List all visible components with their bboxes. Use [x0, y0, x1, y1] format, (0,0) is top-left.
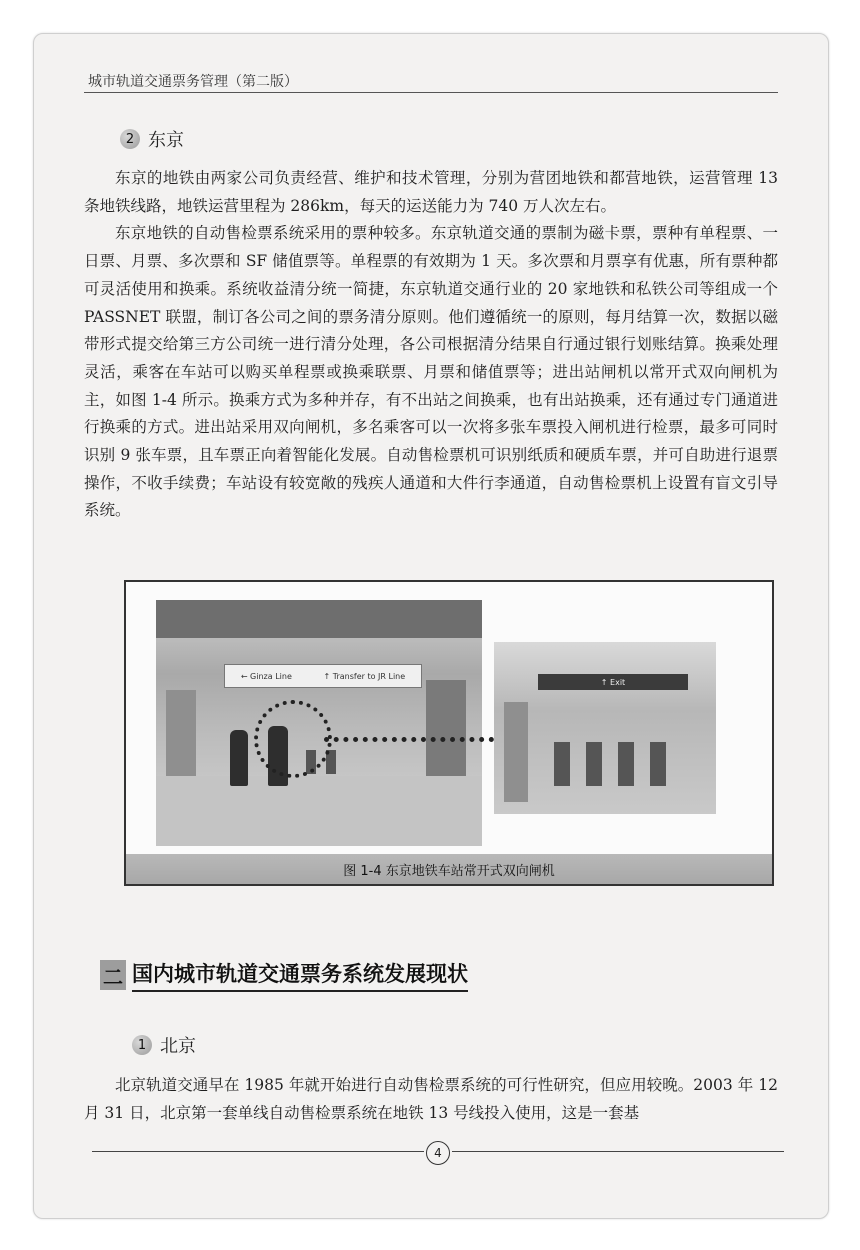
exit-sign-text: ↑ Exit — [600, 677, 626, 687]
direction-sign — [224, 664, 422, 688]
station-photo-right — [494, 642, 716, 814]
subsection-title: 北京 — [160, 1036, 196, 1057]
subsection-title: 东京 — [148, 130, 184, 151]
subsection-number-badge: 1 — [132, 1035, 152, 1055]
running-header: 城市轨道交通票务管理（第二版） — [88, 74, 298, 90]
ceiling — [156, 600, 482, 638]
header-rule — [84, 92, 778, 93]
subsection-number-badge: 2 — [120, 129, 140, 149]
paragraph: 东京的地铁由两家公司负责经营、维护和技术管理，分别为营团地铁和都营地铁，运营管理 13 条地铁线路，地铁运营里程为 286km，每天的运送能力为 740 万人次左右。 — [84, 169, 778, 215]
footer-rule — [92, 1151, 424, 1152]
figure-1-4 — [124, 580, 774, 886]
floor — [156, 776, 482, 846]
pillar — [504, 702, 528, 802]
gate — [554, 742, 570, 786]
paragraph: 北京轨道交通早在 1985 年就开始进行自动售检票系统的可行性研究，但应用较晚。2003 年 12 月 31 日，北京第一套单线自动售检票系统在地铁 13 号线投入使用，这是一套基 — [84, 1076, 778, 1122]
subsection-beijing-heading — [132, 1032, 196, 1058]
footer-rule — [452, 1151, 784, 1152]
section-title: 国内城市轨道交通票务系统发展现状 — [132, 958, 468, 992]
highlight-connector — [324, 737, 494, 742]
gate — [586, 742, 602, 786]
section-heading — [100, 958, 468, 992]
gate — [618, 742, 634, 786]
paragraph: 东京地铁的自动售检票系统采用的票种较多。东京轨道交通的票制为磁卡票，票种有单程票、一日票、月票、多次票和 SF 储值票等。单程票的有效期为 1 天。多次票和月票享有优惠，所有票种都可灵活使用和换乘。系统收益清分统一简捷，东京轨道交通行业的 20 家地铁和私铁公司等组成一个 PASSNET 联盟，制订各公司之间的票务清分原则。他们遵循统一的原则，每月结算一次，数据以磁带形式提交给第三方公司统一进行清分处理，各公司根据清分结果自行通过银行划账结算。换乘处理灵活，乘客在车站可以购买单程票或换乘联票、月票和储值票等；进出站闸机以常开式双向闸机为主，如图 1-4 所示。换乘方式为多种并存，有不出站之间换乘，也有出站换乘，还有通过专门通道进行换乘的方式。进出站采用双向闸机，多名乘客可以一次将多张车票投入闸机进行检票，最多可同时识别 9 张车票，且车票正向着智能化发展。自动售检票机可识别纸质和硬质车票，并可自助进行退票操作，不收手续费；车站设有较宽敞的残疾人通道和大件行李通道，自动售检票机上设置有盲文引导系统。 — [84, 224, 778, 520]
exit-sign — [538, 674, 688, 690]
beijing-body — [84, 1072, 778, 1127]
sign-text-left: ← Ginza Line — [240, 671, 292, 681]
subsection-tokyo-heading — [120, 126, 184, 152]
page-number: 4 — [426, 1141, 450, 1165]
section-number: 二 — [100, 960, 126, 990]
highlight-circle — [254, 700, 332, 778]
figure-caption: 图 1-4 东京地铁车站常开式双向闸机 — [126, 854, 772, 884]
gate — [650, 742, 666, 786]
tokyo-body — [84, 165, 778, 525]
passenger-figure — [230, 730, 248, 786]
sign-text-right: ↑ Transfer to JR Line — [323, 671, 406, 681]
